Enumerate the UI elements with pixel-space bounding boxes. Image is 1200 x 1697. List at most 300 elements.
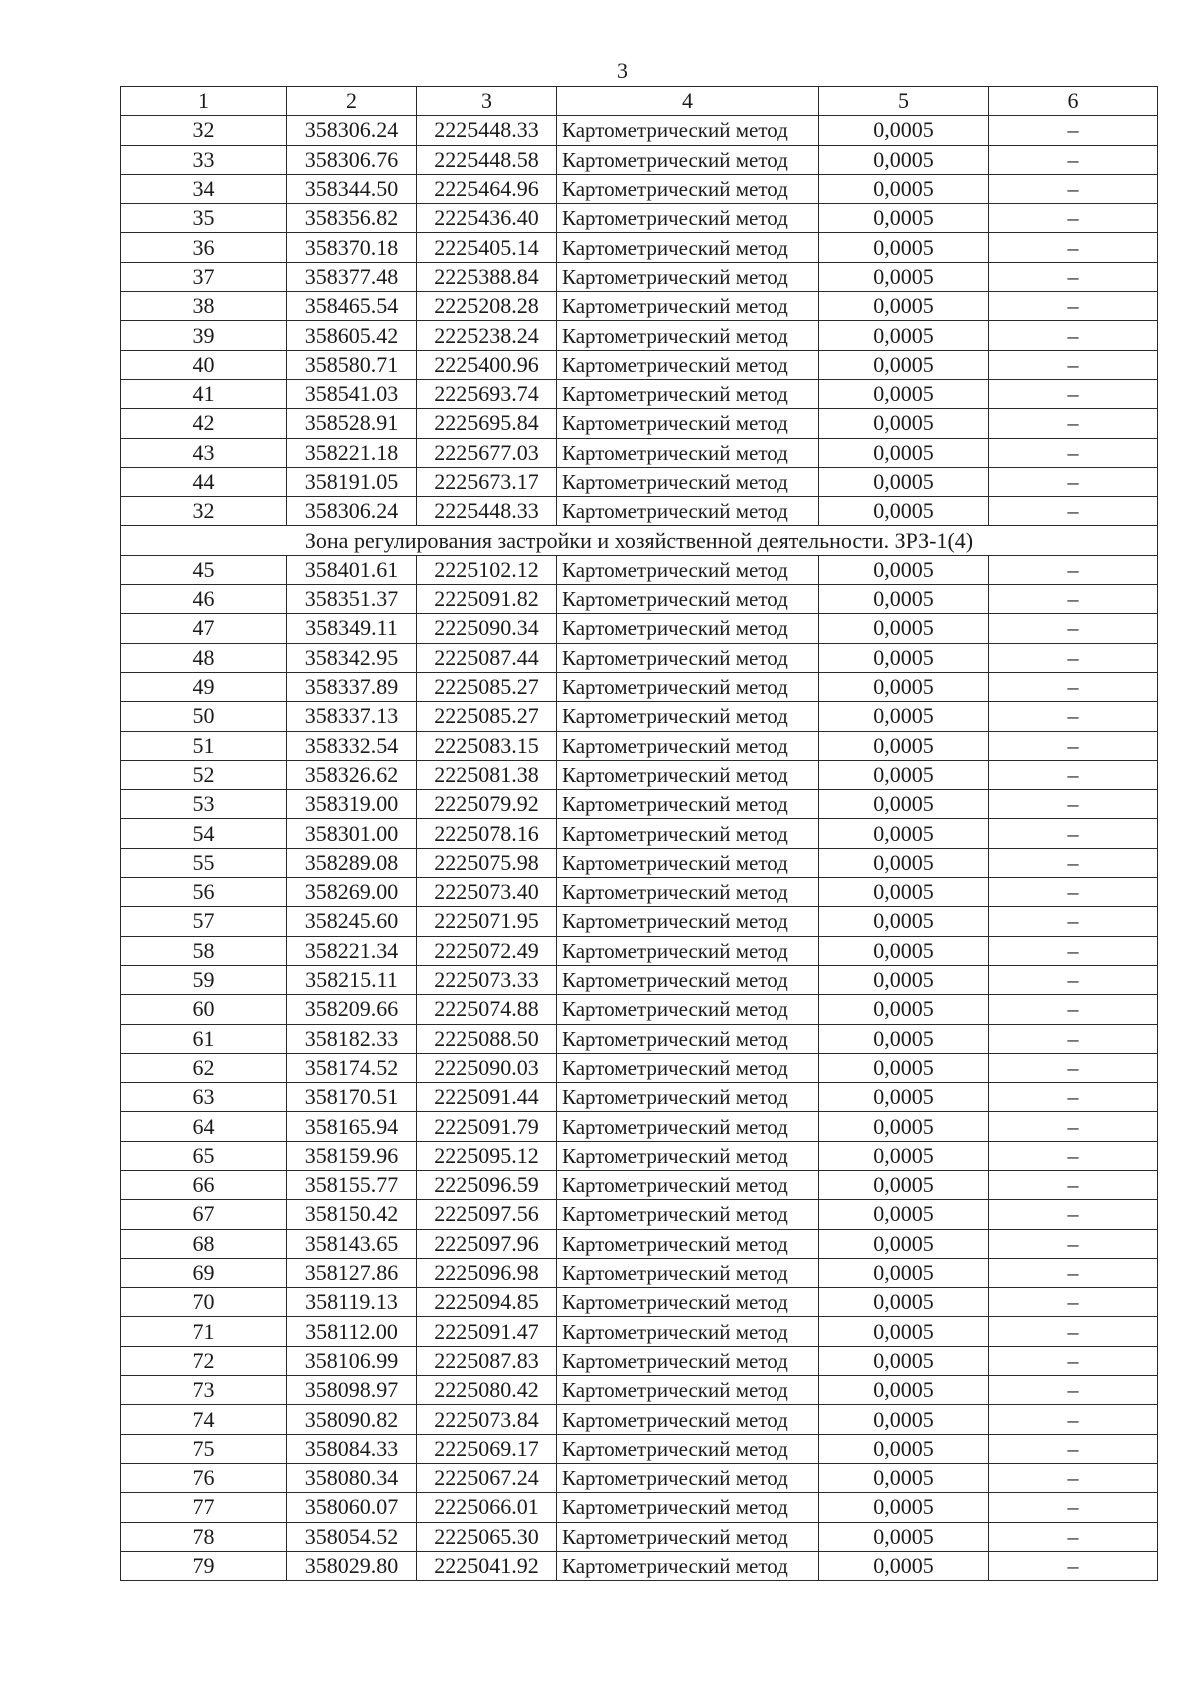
header-cell: 4	[557, 87, 819, 116]
table-row	[121, 614, 1158, 643]
description-cell: –	[989, 379, 1158, 408]
x-coordinate-cell: 358155.77	[287, 1170, 417, 1199]
method-cell: Картометрический метод	[557, 145, 819, 174]
y-coordinate-cell: 2225400.96	[417, 350, 557, 379]
description-cell: –	[989, 1258, 1158, 1287]
accuracy-cell: 0,0005	[819, 1522, 989, 1551]
accuracy-cell: 0,0005	[819, 233, 989, 262]
method-cell: Картометрический метод	[557, 1024, 819, 1053]
accuracy-cell: 0,0005	[819, 555, 989, 584]
description-cell: –	[989, 965, 1158, 994]
description-cell: –	[989, 731, 1158, 760]
table-row	[121, 702, 1158, 731]
accuracy-cell: 0,0005	[819, 1551, 989, 1580]
description-cell: –	[989, 1463, 1158, 1492]
x-coordinate-cell: 358029.80	[287, 1551, 417, 1580]
y-coordinate-cell: 2225071.95	[417, 907, 557, 936]
table-row	[121, 233, 1158, 262]
y-coordinate-cell: 2225073.84	[417, 1405, 557, 1434]
accuracy-cell: 0,0005	[819, 1258, 989, 1287]
accuracy-cell: 0,0005	[819, 1200, 989, 1229]
point-number-cell: 59	[121, 965, 287, 994]
x-coordinate-cell: 358127.86	[287, 1258, 417, 1287]
method-cell: Картометрический метод	[557, 1346, 819, 1375]
point-number-cell: 76	[121, 1463, 287, 1492]
x-coordinate-cell: 358106.99	[287, 1346, 417, 1375]
table-row	[121, 497, 1158, 526]
y-coordinate-cell: 2225090.34	[417, 614, 557, 643]
method-cell: Картометрический метод	[557, 731, 819, 760]
description-cell: –	[989, 585, 1158, 614]
y-coordinate-cell: 2225097.56	[417, 1200, 557, 1229]
y-coordinate-cell: 2225088.50	[417, 1024, 557, 1053]
y-coordinate-cell: 2225072.49	[417, 936, 557, 965]
x-coordinate-cell: 358465.54	[287, 292, 417, 321]
x-coordinate-cell: 358306.76	[287, 145, 417, 174]
table-row	[121, 1434, 1158, 1463]
point-number-cell: 49	[121, 672, 287, 701]
y-coordinate-cell: 2225065.30	[417, 1522, 557, 1551]
x-coordinate-cell: 358332.54	[287, 731, 417, 760]
method-cell: Картометрический метод	[557, 760, 819, 789]
description-cell: –	[989, 1053, 1158, 1082]
point-number-cell: 41	[121, 379, 287, 408]
point-number-cell: 32	[121, 497, 287, 526]
y-coordinate-cell: 2225087.83	[417, 1346, 557, 1375]
method-cell: Картометрический метод	[557, 995, 819, 1024]
table-row	[121, 731, 1158, 760]
y-coordinate-cell: 2225448.33	[417, 116, 557, 145]
description-cell: –	[989, 848, 1158, 877]
accuracy-cell: 0,0005	[819, 116, 989, 145]
accuracy-cell: 0,0005	[819, 1229, 989, 1258]
x-coordinate-cell: 358337.13	[287, 702, 417, 731]
table-row	[121, 174, 1158, 203]
method-cell: Картометрический метод	[557, 1493, 819, 1522]
point-number-cell: 69	[121, 1258, 287, 1287]
table-row	[121, 1229, 1158, 1258]
x-coordinate-cell: 358221.18	[287, 438, 417, 467]
y-coordinate-cell: 2225091.47	[417, 1317, 557, 1346]
method-cell: Картометрический метод	[557, 936, 819, 965]
point-number-cell: 68	[121, 1229, 287, 1258]
header-row	[121, 87, 1158, 116]
table-row	[121, 1053, 1158, 1082]
table-row	[121, 379, 1158, 408]
y-coordinate-cell: 2225081.38	[417, 760, 557, 789]
x-coordinate-cell: 358182.33	[287, 1024, 417, 1053]
description-cell: –	[989, 1346, 1158, 1375]
y-coordinate-cell: 2225464.96	[417, 174, 557, 203]
x-coordinate-cell: 358221.34	[287, 936, 417, 965]
accuracy-cell: 0,0005	[819, 1346, 989, 1375]
method-cell: Картометрический метод	[557, 233, 819, 262]
x-coordinate-cell: 358337.89	[287, 672, 417, 701]
description-cell: –	[989, 760, 1158, 789]
header-cell: 2	[287, 87, 417, 116]
point-number-cell: 64	[121, 1112, 287, 1141]
point-number-cell: 33	[121, 145, 287, 174]
description-cell: –	[989, 995, 1158, 1024]
y-coordinate-cell: 2225388.84	[417, 262, 557, 291]
point-number-cell: 36	[121, 233, 287, 262]
description-cell: –	[989, 233, 1158, 262]
description-cell: –	[989, 1229, 1158, 1258]
x-coordinate-cell: 358269.00	[287, 878, 417, 907]
x-coordinate-cell: 358112.00	[287, 1317, 417, 1346]
y-coordinate-cell: 2225238.24	[417, 321, 557, 350]
y-coordinate-cell: 2225091.44	[417, 1083, 557, 1112]
x-coordinate-cell: 358191.05	[287, 467, 417, 496]
point-number-cell: 43	[121, 438, 287, 467]
accuracy-cell: 0,0005	[819, 292, 989, 321]
table-row	[121, 965, 1158, 994]
accuracy-cell: 0,0005	[819, 1405, 989, 1434]
accuracy-cell: 0,0005	[819, 1112, 989, 1141]
point-number-cell: 38	[121, 292, 287, 321]
description-cell: –	[989, 292, 1158, 321]
method-cell: Картометрический метод	[557, 1317, 819, 1346]
point-number-cell: 65	[121, 1141, 287, 1170]
description-cell: –	[989, 1317, 1158, 1346]
y-coordinate-cell: 2225069.17	[417, 1434, 557, 1463]
accuracy-cell: 0,0005	[819, 995, 989, 1024]
table-body-b	[121, 555, 1158, 1580]
method-cell: Картометрический метод	[557, 350, 819, 379]
y-coordinate-cell: 2225448.58	[417, 145, 557, 174]
method-cell: Картометрический метод	[557, 819, 819, 848]
y-coordinate-cell: 2225087.44	[417, 643, 557, 672]
y-coordinate-cell: 2225085.27	[417, 672, 557, 701]
table-row	[121, 819, 1158, 848]
method-cell: Картометрический метод	[557, 1112, 819, 1141]
table-row	[121, 1200, 1158, 1229]
point-number-cell: 78	[121, 1522, 287, 1551]
description-cell: –	[989, 1405, 1158, 1434]
description-cell: –	[989, 702, 1158, 731]
method-cell: Картометрический метод	[557, 672, 819, 701]
table-row	[121, 1024, 1158, 1053]
table-row	[121, 262, 1158, 291]
table-row	[121, 467, 1158, 496]
y-coordinate-cell: 2225094.85	[417, 1288, 557, 1317]
method-cell: Картометрический метод	[557, 497, 819, 526]
point-number-cell: 50	[121, 702, 287, 731]
description-cell: –	[989, 204, 1158, 233]
table-row	[121, 1493, 1158, 1522]
description-cell: –	[989, 321, 1158, 350]
point-number-cell: 73	[121, 1376, 287, 1405]
header-cell: 3	[417, 87, 557, 116]
table-row	[121, 145, 1158, 174]
y-coordinate-cell: 2225405.14	[417, 233, 557, 262]
method-cell: Картометрический метод	[557, 409, 819, 438]
method-cell: Картометрический метод	[557, 1083, 819, 1112]
table-row	[121, 672, 1158, 701]
description-cell: –	[989, 174, 1158, 203]
description-cell: –	[989, 819, 1158, 848]
accuracy-cell: 0,0005	[819, 145, 989, 174]
method-cell: Картометрический метод	[557, 878, 819, 907]
accuracy-cell: 0,0005	[819, 1288, 989, 1317]
method-cell: Картометрический метод	[557, 321, 819, 350]
point-number-cell: 60	[121, 995, 287, 1024]
y-coordinate-cell: 2225085.27	[417, 702, 557, 731]
x-coordinate-cell: 358209.66	[287, 995, 417, 1024]
accuracy-cell: 0,0005	[819, 438, 989, 467]
method-cell: Картометрический метод	[557, 790, 819, 819]
method-cell: Картометрический метод	[557, 907, 819, 936]
point-number-cell: 63	[121, 1083, 287, 1112]
y-coordinate-cell: 2225436.40	[417, 204, 557, 233]
accuracy-cell: 0,0005	[819, 965, 989, 994]
table-row	[121, 1170, 1158, 1199]
x-coordinate-cell: 358306.24	[287, 497, 417, 526]
table-row	[121, 760, 1158, 789]
method-cell: Картометрический метод	[557, 1405, 819, 1434]
y-coordinate-cell: 2225041.92	[417, 1551, 557, 1580]
description-cell: –	[989, 1083, 1158, 1112]
x-coordinate-cell: 358170.51	[287, 1083, 417, 1112]
x-coordinate-cell: 358342.95	[287, 643, 417, 672]
description-cell: –	[989, 1376, 1158, 1405]
y-coordinate-cell: 2225091.79	[417, 1112, 557, 1141]
method-cell: Картометрический метод	[557, 1376, 819, 1405]
accuracy-cell: 0,0005	[819, 585, 989, 614]
description-cell: –	[989, 1434, 1158, 1463]
table-row	[121, 1288, 1158, 1317]
y-coordinate-cell: 2225695.84	[417, 409, 557, 438]
accuracy-cell: 0,0005	[819, 174, 989, 203]
accuracy-cell: 0,0005	[819, 907, 989, 936]
section-group	[121, 526, 1158, 555]
accuracy-cell: 0,0005	[819, 1376, 989, 1405]
table-row	[121, 585, 1158, 614]
x-coordinate-cell: 358080.34	[287, 1463, 417, 1492]
table-body-a	[121, 116, 1158, 526]
method-cell: Картометрический метод	[557, 1170, 819, 1199]
method-cell: Картометрический метод	[557, 965, 819, 994]
y-coordinate-cell: 2225090.03	[417, 1053, 557, 1082]
description-cell: –	[989, 790, 1158, 819]
point-number-cell: 46	[121, 585, 287, 614]
y-coordinate-cell: 2225097.96	[417, 1229, 557, 1258]
table-row	[121, 292, 1158, 321]
method-cell: Картометрический метод	[557, 848, 819, 877]
y-coordinate-cell: 2225074.88	[417, 995, 557, 1024]
method-cell: Картометрический метод	[557, 555, 819, 584]
accuracy-cell: 0,0005	[819, 262, 989, 291]
x-coordinate-cell: 358344.50	[287, 174, 417, 203]
point-number-cell: 61	[121, 1024, 287, 1053]
point-number-cell: 56	[121, 878, 287, 907]
point-number-cell: 40	[121, 350, 287, 379]
method-cell: Картометрический метод	[557, 614, 819, 643]
table-row	[121, 995, 1158, 1024]
table-row	[121, 409, 1158, 438]
description-cell: –	[989, 555, 1158, 584]
point-number-cell: 34	[121, 174, 287, 203]
table-row	[121, 878, 1158, 907]
table-row	[121, 438, 1158, 467]
header-cell: 6	[989, 87, 1158, 116]
accuracy-cell: 0,0005	[819, 1083, 989, 1112]
coordinates-table	[120, 86, 1158, 1581]
y-coordinate-cell: 2225677.03	[417, 438, 557, 467]
x-coordinate-cell: 358289.08	[287, 848, 417, 877]
table-row	[121, 1463, 1158, 1492]
table-row	[121, 907, 1158, 936]
table-row	[121, 116, 1158, 145]
page-number: 3	[617, 58, 628, 83]
section-title: Зона регулирования застройки и хозяйственной деятельности. ЗРЗ-1(4)	[121, 526, 1158, 555]
x-coordinate-cell: 358084.33	[287, 1434, 417, 1463]
method-cell: Картометрический метод	[557, 1551, 819, 1580]
table-row	[121, 643, 1158, 672]
method-cell: Картометрический метод	[557, 585, 819, 614]
method-cell: Картометрический метод	[557, 204, 819, 233]
table-row	[121, 321, 1158, 350]
point-number-cell: 58	[121, 936, 287, 965]
method-cell: Картометрический метод	[557, 438, 819, 467]
table-row	[121, 1141, 1158, 1170]
table-row	[121, 1083, 1158, 1112]
x-coordinate-cell: 358349.11	[287, 614, 417, 643]
accuracy-cell: 0,0005	[819, 409, 989, 438]
description-cell: –	[989, 409, 1158, 438]
x-coordinate-cell: 358090.82	[287, 1405, 417, 1434]
table-row	[121, 204, 1158, 233]
x-coordinate-cell: 358174.52	[287, 1053, 417, 1082]
point-number-cell: 37	[121, 262, 287, 291]
header-cell: 1	[121, 87, 287, 116]
method-cell: Картометрический метод	[557, 174, 819, 203]
accuracy-cell: 0,0005	[819, 497, 989, 526]
table-row	[121, 1376, 1158, 1405]
method-cell: Картометрический метод	[557, 1053, 819, 1082]
x-coordinate-cell: 358060.07	[287, 1493, 417, 1522]
y-coordinate-cell: 2225066.01	[417, 1493, 557, 1522]
description-cell: –	[989, 1200, 1158, 1229]
x-coordinate-cell: 358054.52	[287, 1522, 417, 1551]
accuracy-cell: 0,0005	[819, 819, 989, 848]
x-coordinate-cell: 358605.42	[287, 321, 417, 350]
method-cell: Картометрический метод	[557, 1141, 819, 1170]
y-coordinate-cell: 2225673.17	[417, 467, 557, 496]
accuracy-cell: 0,0005	[819, 878, 989, 907]
y-coordinate-cell: 2225073.33	[417, 965, 557, 994]
description-cell: –	[989, 643, 1158, 672]
accuracy-cell: 0,0005	[819, 467, 989, 496]
table-row	[121, 1405, 1158, 1434]
point-number-cell: 51	[121, 731, 287, 760]
point-number-cell: 47	[121, 614, 287, 643]
accuracy-cell: 0,0005	[819, 1024, 989, 1053]
point-number-cell: 52	[121, 760, 287, 789]
x-coordinate-cell: 358319.00	[287, 790, 417, 819]
point-number-cell: 32	[121, 116, 287, 145]
accuracy-cell: 0,0005	[819, 731, 989, 760]
description-cell: –	[989, 1522, 1158, 1551]
point-number-cell: 74	[121, 1405, 287, 1434]
point-number-cell: 77	[121, 1493, 287, 1522]
table-row	[121, 936, 1158, 965]
point-number-cell: 57	[121, 907, 287, 936]
accuracy-cell: 0,0005	[819, 643, 989, 672]
table-row	[121, 790, 1158, 819]
point-number-cell: 71	[121, 1317, 287, 1346]
accuracy-cell: 0,0005	[819, 321, 989, 350]
method-cell: Картометрический метод	[557, 262, 819, 291]
table-row	[121, 1317, 1158, 1346]
accuracy-cell: 0,0005	[819, 1463, 989, 1492]
accuracy-cell: 0,0005	[819, 1317, 989, 1346]
y-coordinate-cell: 2225067.24	[417, 1463, 557, 1492]
description-cell: –	[989, 262, 1158, 291]
header-cell: 5	[819, 87, 989, 116]
point-number-cell: 75	[121, 1434, 287, 1463]
table-row	[121, 1258, 1158, 1287]
method-cell: Картометрический метод	[557, 467, 819, 496]
x-coordinate-cell: 358528.91	[287, 409, 417, 438]
x-coordinate-cell: 358245.60	[287, 907, 417, 936]
y-coordinate-cell: 2225693.74	[417, 379, 557, 408]
method-cell: Картометрический метод	[557, 1522, 819, 1551]
description-cell: –	[989, 878, 1158, 907]
x-coordinate-cell: 358326.62	[287, 760, 417, 789]
point-number-cell: 42	[121, 409, 287, 438]
description-cell: –	[989, 438, 1158, 467]
accuracy-cell: 0,0005	[819, 379, 989, 408]
method-cell: Картометрический метод	[557, 1229, 819, 1258]
x-coordinate-cell: 358119.13	[287, 1288, 417, 1317]
x-coordinate-cell: 358306.24	[287, 116, 417, 145]
description-cell: –	[989, 1024, 1158, 1053]
point-number-cell: 35	[121, 204, 287, 233]
x-coordinate-cell: 358143.65	[287, 1229, 417, 1258]
point-number-cell: 72	[121, 1346, 287, 1375]
description-cell: –	[989, 936, 1158, 965]
accuracy-cell: 0,0005	[819, 1493, 989, 1522]
point-number-cell: 44	[121, 467, 287, 496]
method-cell: Картометрический метод	[557, 1463, 819, 1492]
y-coordinate-cell: 2225095.12	[417, 1141, 557, 1170]
y-coordinate-cell: 2225079.92	[417, 790, 557, 819]
description-cell: –	[989, 1141, 1158, 1170]
table-row	[121, 1522, 1158, 1551]
x-coordinate-cell: 358159.96	[287, 1141, 417, 1170]
x-coordinate-cell: 358301.00	[287, 819, 417, 848]
accuracy-cell: 0,0005	[819, 1141, 989, 1170]
y-coordinate-cell: 2225078.16	[417, 819, 557, 848]
description-cell: –	[989, 907, 1158, 936]
accuracy-cell: 0,0005	[819, 760, 989, 789]
method-cell: Картометрический метод	[557, 1200, 819, 1229]
x-coordinate-cell: 358377.48	[287, 262, 417, 291]
description-cell: –	[989, 1170, 1158, 1199]
accuracy-cell: 0,0005	[819, 672, 989, 701]
x-coordinate-cell: 358098.97	[287, 1376, 417, 1405]
method-cell: Картометрический метод	[557, 292, 819, 321]
description-cell: –	[989, 672, 1158, 701]
point-number-cell: 79	[121, 1551, 287, 1580]
accuracy-cell: 0,0005	[819, 848, 989, 877]
accuracy-cell: 0,0005	[819, 1053, 989, 1082]
method-cell: Картометрический метод	[557, 643, 819, 672]
description-cell: –	[989, 467, 1158, 496]
description-cell: –	[989, 145, 1158, 174]
y-coordinate-cell: 2225075.98	[417, 848, 557, 877]
